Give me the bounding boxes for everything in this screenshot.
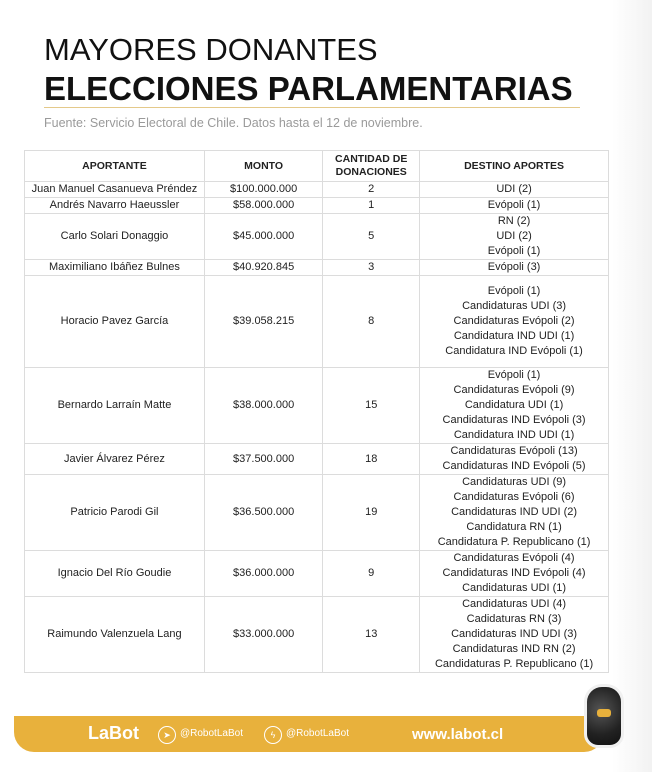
telegram-icon: ➤ [158,726,176,744]
destino-item: Candidaturas IND UDI (2) [451,506,578,518]
source-note: Fuente: Servicio Electoral de Chile. Datos hasta el 12 de noviembre. [44,116,423,130]
page-edge-shadow [612,0,652,772]
cell-cantidad: 2 [323,182,420,198]
destino-item: Candidaturas Evópoli (13) [450,445,578,457]
cell-destino [420,551,609,597]
cell-monto: $37.500.000 [204,444,322,475]
cell-cantidad: 3 [323,260,420,276]
destino-item: Candidaturas IND Evópoli (5) [442,460,586,472]
destino-item: Candidaturas Evópoli (2) [453,315,575,327]
robot-mascot-icon [584,684,624,748]
table-row [25,214,609,260]
cell-aportante: Juan Manuel Casanueva Préndez [25,182,205,198]
destino-item: Candidaturas Evópoli (4) [453,552,575,564]
destino-item: Candidaturas IND RN (2) [452,643,576,655]
donors-table [24,150,609,673]
header-cantidad [323,151,420,182]
cell-monto: $40.920.845 [204,260,322,276]
header-cantidad-line2: DONACIONES [335,166,407,178]
cell-destino [420,198,609,214]
cell-destino [420,276,609,368]
cell-destino [420,260,609,276]
title-divider [44,107,580,108]
table-row [25,475,609,551]
cell-aportante: Bernardo Larraín Matte [25,368,205,444]
cell-aportante: Ignacio Del Río Goudie [25,551,205,597]
destino-item: Evópoli (1) [487,285,541,297]
destino-item: Evópoli (3) [487,261,541,273]
cell-monto: $36.500.000 [204,475,322,551]
destino-item: Candidatura IND UDI (1) [453,429,575,441]
cell-cantidad: 8 [323,276,420,368]
table-row [25,276,609,368]
table-row [25,260,609,276]
cell-aportante: Javier Álvarez Pérez [25,444,205,475]
cell-destino [420,475,609,551]
destino-item: Candidaturas UDI (4) [462,598,567,610]
destino-item: Candidatura IND UDI (1) [453,330,575,342]
footer-messenger-handle: @RobotLaBot [286,728,349,739]
destino-item: Evópoli (1) [487,245,541,257]
cell-monto: $33.000.000 [204,597,322,673]
destino-item: Candidatura RN (1) [466,521,562,533]
cell-monto: $39.058.215 [204,276,322,368]
destino-item: Candidatura IND Evópoli (1) [445,345,583,357]
cell-monto: $100.000.000 [204,182,322,198]
footer-brand-logo: LaBot [88,723,139,743]
cell-monto: $45.000.000 [204,214,322,260]
header-destino: DESTINO APORTES [420,151,609,182]
cell-cantidad: 18 [323,444,420,475]
table-row [25,551,609,597]
destino-item: RN (2) [497,215,531,227]
destino-item: Candidatura P. Republicano (1) [437,536,591,548]
cell-cantidad: 15 [323,368,420,444]
destino-item: Evópoli (1) [487,199,541,211]
header-monto: MONTO [204,151,322,182]
destino-item: UDI (2) [496,230,532,242]
destino-item: Candidaturas IND Evópoli (3) [442,414,586,426]
cell-aportante: Carlo Solari Donaggio [25,214,205,260]
cell-monto: $58.000.000 [204,198,322,214]
cell-aportante: Raimundo Valenzuela Lang [25,597,205,673]
cell-aportante: Andrés Navarro Haeussler [25,198,205,214]
destino-item: Candidaturas UDI (3) [462,300,567,312]
destino-item: Cadidaturas RN (3) [466,613,562,625]
cell-destino [420,444,609,475]
cell-aportante: Patricio Parodi Gil [25,475,205,551]
destino-item: Candidaturas P. Republicano (1) [434,658,594,670]
header-aportante: APORTANTE [25,151,205,182]
cell-aportante: Horacio Pavez García [25,276,205,368]
destino-item: Candidaturas IND Evópoli (4) [442,567,586,579]
table-body [25,182,609,673]
destino-item: Candidaturas Evópoli (6) [453,491,575,503]
cell-destino [420,214,609,260]
header-cantidad-line1: CANTIDAD DE [335,153,408,165]
cell-monto: $38.000.000 [204,368,322,444]
destino-item: UDI (2) [496,183,532,195]
cell-aportante: Maximiliano Ibáñez Bulnes [25,260,205,276]
page-subtitle: ELECCIONES PARLAMENTARIAS [44,70,573,107]
destino-item: Candidaturas UDI (1) [462,582,567,594]
table-row [25,597,609,673]
cell-cantidad: 19 [323,475,420,551]
cell-cantidad: 13 [323,597,420,673]
table-row [25,198,609,214]
footer-bar [14,716,604,752]
page-title: MAYORES DONANTES [44,32,378,67]
cell-destino [420,597,609,673]
cell-destino [420,368,609,444]
table-row [25,444,609,475]
footer-telegram-handle: @RobotLaBot [180,728,243,739]
table-row [25,182,609,198]
table-row [25,368,609,444]
table-header-row [25,151,609,182]
messenger-icon: ϟ [264,726,282,744]
destino-item: Candidaturas IND UDI (3) [451,628,578,640]
robot-eye [597,709,611,717]
destino-item: Candidatura UDI (1) [464,399,564,411]
cell-cantidad: 5 [323,214,420,260]
cell-cantidad: 1 [323,198,420,214]
cell-monto: $36.000.000 [204,551,322,597]
cell-cantidad: 9 [323,551,420,597]
cell-destino [420,182,609,198]
footer-website-link[interactable]: www.labot.cl [412,726,504,743]
destino-item: Candidaturas UDI (9) [462,476,567,488]
destino-item: Candidaturas Evópoli (9) [453,384,575,396]
destino-item: Evópoli (1) [487,369,541,381]
